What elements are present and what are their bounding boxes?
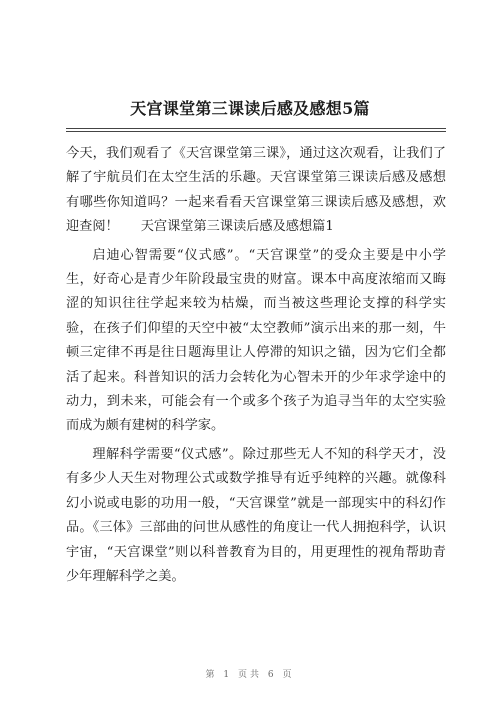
body-paragraph-2: 理解科学需要“仪式感”。除过那些无人不知的科学天才，没有多少人天生对物理公式或数学推导有近乎纯粹的兴趣。就像科幻小说或电影的功用一般，“天宫课堂”就是一部现实中的科幻作品。《三体》三部曲的问世从感性的角度让一代人拥抱科学，认识宇宙，“天宫课堂”则以科普教育为目的，用更理性的视角帮助青少年理解科学之美。 bbox=[66, 446, 446, 584]
title-divider-second bbox=[66, 131, 446, 132]
document-body bbox=[66, 142, 446, 593]
title-divider bbox=[66, 128, 446, 129]
body-paragraph-1: 启迪心智需要“仪式感”。“天宫课堂”的受众主要是中小学生，好奇心是青少年阶段最宝贵的财富。课本中高度浓缩而又晦涩的知识往往学起来较为枯燥，而当被这些理论支撑的科学实验，在孩子们仰望的天空中被“太空教师”演示出来的那一刻，牛顿三定律不再是往日题海里让人停滞的知识之锚，因为它们全都活了起来。科普知识的活力会转化为心智未开的少年求学途中的动力，到未来，可能会有一个或多个孩子为追寻当年的太空实验而成为颇有建树的科学家。 bbox=[66, 247, 446, 434]
document-title: 天宫课堂第三课读后感及感想5篇 bbox=[130, 99, 370, 118]
section-heading: 天宫课堂第三课读后感及感想篇1 bbox=[140, 219, 334, 235]
intro-paragraph bbox=[66, 142, 446, 240]
page-footer: 第 1 页共 6 页 bbox=[205, 670, 295, 680]
intro-text: 今天，我们观看了《天宫课堂第三课》，通过这次观看，让我们了解了宇航员们在太空生活的乐趣。天宫课堂第三课读后感及感想有哪些你知道吗？一起来看看天宫课堂第三课读后感及感想，欢迎查阅！ bbox=[66, 146, 446, 235]
